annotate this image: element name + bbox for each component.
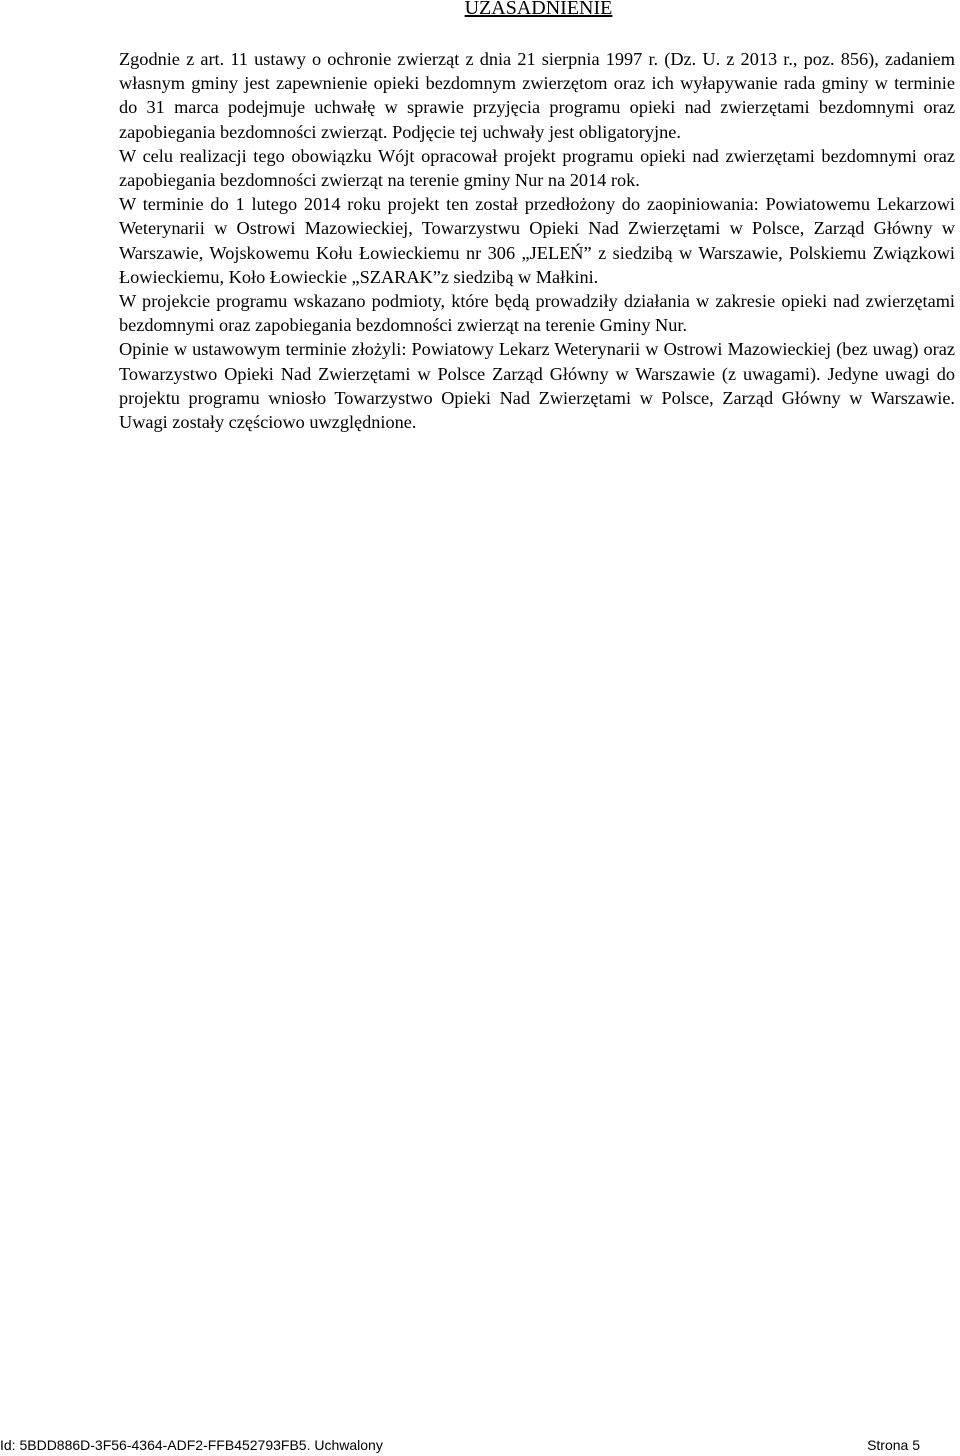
paragraph-consultation: W terminie do 1 lutego 2014 roku projekt ten został przedłożony do zaopiniowania: Powiatowemu Lekarzowi Weterynarii w Ostrowi Mazowieckiej, Towarzystwu Opieki Nad Zwierzętami w Polsce, Zarząd Główny w Warszawie, Wojskowemu Kołu Łowieckiemu nr 306 „JELEŃ” z siedzibą w Warszawie, Polskiemu Związkowi Łowieckiemu, Koło Łowieckie „SZARAK”z siedzibą w Małkini. — [119, 194, 955, 287]
paragraph-legal-basis: Zgodnie z art. 11 ustawy o ochronie zwierząt z dnia 21 sierpnia 1997 r. (Dz. U. z 2013 r., poz. 856), zadaniem własnym gminy jest zapewnienie opieki bezdomnym zwierzętom oraz ich wyłapywanie rada gminy w terminie do 31 marca podejmuje uchwałę w sprawie przyjęcia programu opieki nad zwierzętami bezdomnymi oraz zapobiegania bezdomności zwierząt. Podjęcie tej uchwały jest obligatoryjne. — [119, 49, 955, 142]
document-title: UZASADNIENIE — [464, 0, 613, 19]
page-number: Strona 5 — [867, 1437, 920, 1453]
document-id: Id: 5BDD886D-3F56-4364-ADF2-FFB452793FB5. Uchwalony — [0, 1437, 383, 1453]
paragraph-opinions: Opinie w ustawowym terminie złożyli: Powiatowy Lekarz Weterynarii w Ostrowi Mazowieckiej (bez uwag) oraz Towarzystwo Opieki Nad Zwierzętami w Polsce Zarząd Główny w Warszawie (z uwagami). Jedyne uwagi do projektu programu wniosło Towarzystwo Opieki Nad Zwierzętami w Polsce, Zarząd Główny w Warszawie. Uwagi zostały częściowo uwzględnione. — [119, 339, 955, 433]
document-body — [119, 47, 955, 434]
paragraph-responsible-entities: W projekcie programu wskazano podmioty, które będą prowadziły działania w zakresie opieki nad zwierzętami bezdomnymi oraz zapobiegania bezdomności zwierząt na terenie Gminy Nur. — [119, 291, 955, 336]
page-footer — [0, 1436, 920, 1456]
paragraph-project-preparation: W celu realizacji tego obowiązku Wójt opracował projekt programu opieki nad zwierzętami bezdomnymi oraz zapobiegania bezdomności zwierząt na terenie gminy Nur na 2014 rok. — [119, 145, 955, 191]
